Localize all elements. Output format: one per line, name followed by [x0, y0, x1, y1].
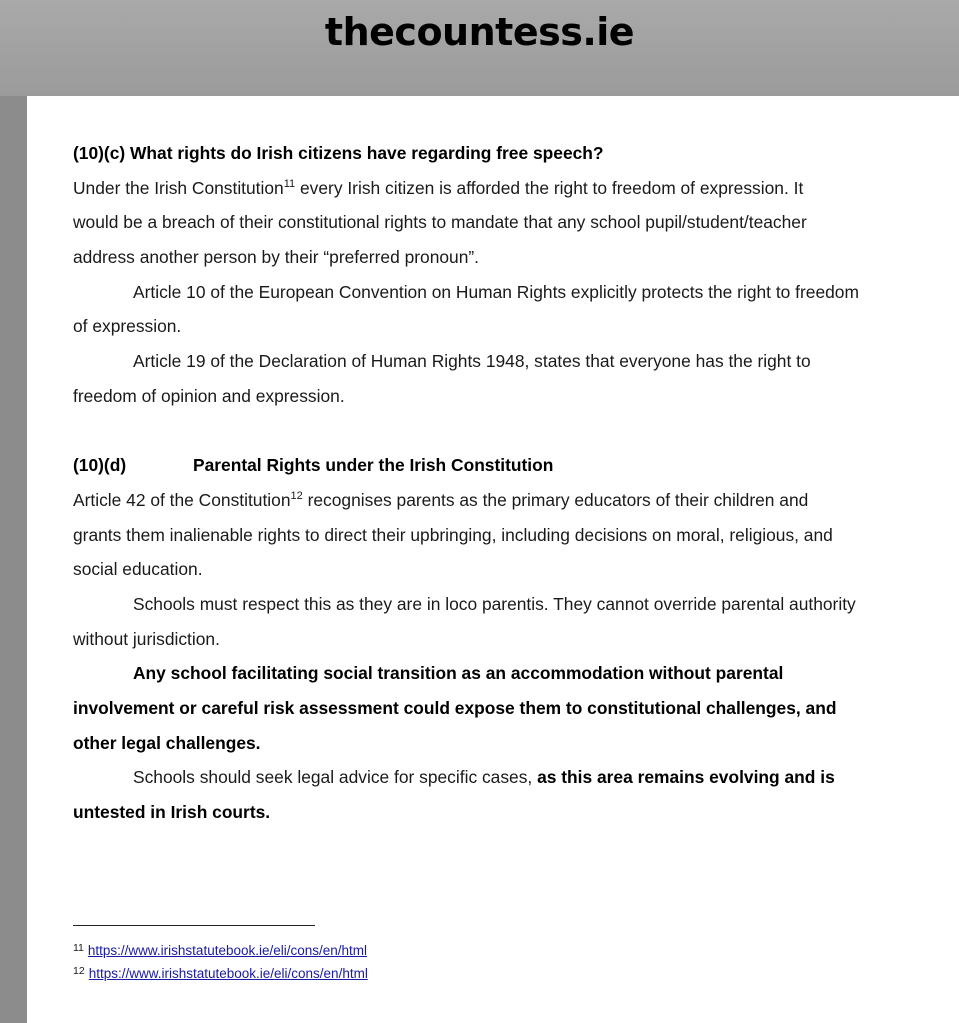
document-page	[27, 96, 959, 1023]
section-d-paragraph-4-line-2: untested in Irish courts.	[73, 802, 271, 823]
section-d-paragraph-3-line-3: other legal challenges.	[73, 732, 261, 753]
section-c-paragraph-1-line-3: address another person by their “preferred pronoun”.	[73, 247, 480, 268]
text-segment-bold: as this area remains evolving and is	[537, 767, 835, 788]
section-d-heading-number: (10)(d)	[73, 455, 127, 476]
section-d-paragraph-4-line-1	[73, 760, 959, 795]
section-spacer	[73, 414, 959, 449]
section-c-paragraph-1-line-1	[73, 171, 959, 206]
footnote-ref-12[interactable]: 12	[290, 489, 303, 502]
section-d-paragraph-1-line-3: social education.	[73, 559, 203, 580]
section-d-paragraph-1-line-2: grants them inalienable rights to direct their upbringing, including decisions on moral, religious, and	[73, 524, 833, 545]
section-d-paragraph-2-line-2: without jurisdiction.	[73, 628, 220, 649]
document-body	[73, 136, 959, 830]
footnote-12	[73, 961, 368, 984]
section-d-heading	[73, 448, 959, 483]
section-d-heading-title: Parental Rights under the Irish Constitution	[193, 455, 554, 476]
section-d-paragraph-1-line-1	[73, 483, 959, 518]
text-segment: Schools should seek legal advice for specific cases,	[133, 767, 538, 788]
footnotes	[73, 938, 368, 984]
footnote-link[interactable]: https://www.irishstatutebook.ie/eli/cons/en/html	[88, 966, 368, 981]
site-title: thecountess.ie	[324, 10, 635, 54]
section-c-paragraph-3-line-1: Article 19 of the Declaration of Human Rights 1948, states that everyone has the right to	[133, 351, 811, 372]
text-segment: Article 42 of the Constitution	[73, 489, 291, 510]
section-c-paragraph-1-line-2: would be a breach of their constitutional rights to mandate that any school pupil/student/teacher	[73, 212, 807, 233]
section-c-paragraph-2-line-2: of expression.	[73, 316, 182, 337]
left-background-strip	[0, 96, 27, 1023]
section-c-paragraph-2-line-1: Article 10 of the European Convention on Human Rights explicitly protects the right to freedom	[133, 281, 859, 302]
top-banner	[0, 0, 959, 96]
section-d-paragraph-3-line-1: Any school facilitating social transition as an accommodation without parental	[133, 663, 784, 684]
text-segment: recognises parents as the primary educators of their children and	[302, 489, 809, 510]
text-segment: every Irish citizen is afforded the right to freedom of expression. It	[295, 177, 804, 198]
footnote-number: 12	[73, 965, 85, 977]
section-c-heading: (10)(c) What rights do Irish citizens have regarding free speech?	[73, 143, 604, 163]
footnote-ref-11[interactable]: 11	[283, 177, 296, 190]
section-c-paragraph-3-line-2: freedom of opinion and expression.	[73, 385, 345, 406]
footnote-separator	[73, 925, 315, 926]
footnote-link[interactable]: https://www.irishstatutebook.ie/eli/cons/en/html	[87, 943, 368, 958]
footnote-number: 11	[73, 942, 84, 954]
section-d-paragraph-3-line-2: involvement or careful risk assessment could expose them to constitutional challenges, and	[73, 698, 837, 718]
section-d-paragraph-2-line-1: Schools must respect this as they are in loco parentis. They cannot override parental authority	[133, 593, 856, 614]
text-segment: Under the Irish Constitution	[73, 177, 284, 198]
footnote-11	[73, 938, 368, 961]
